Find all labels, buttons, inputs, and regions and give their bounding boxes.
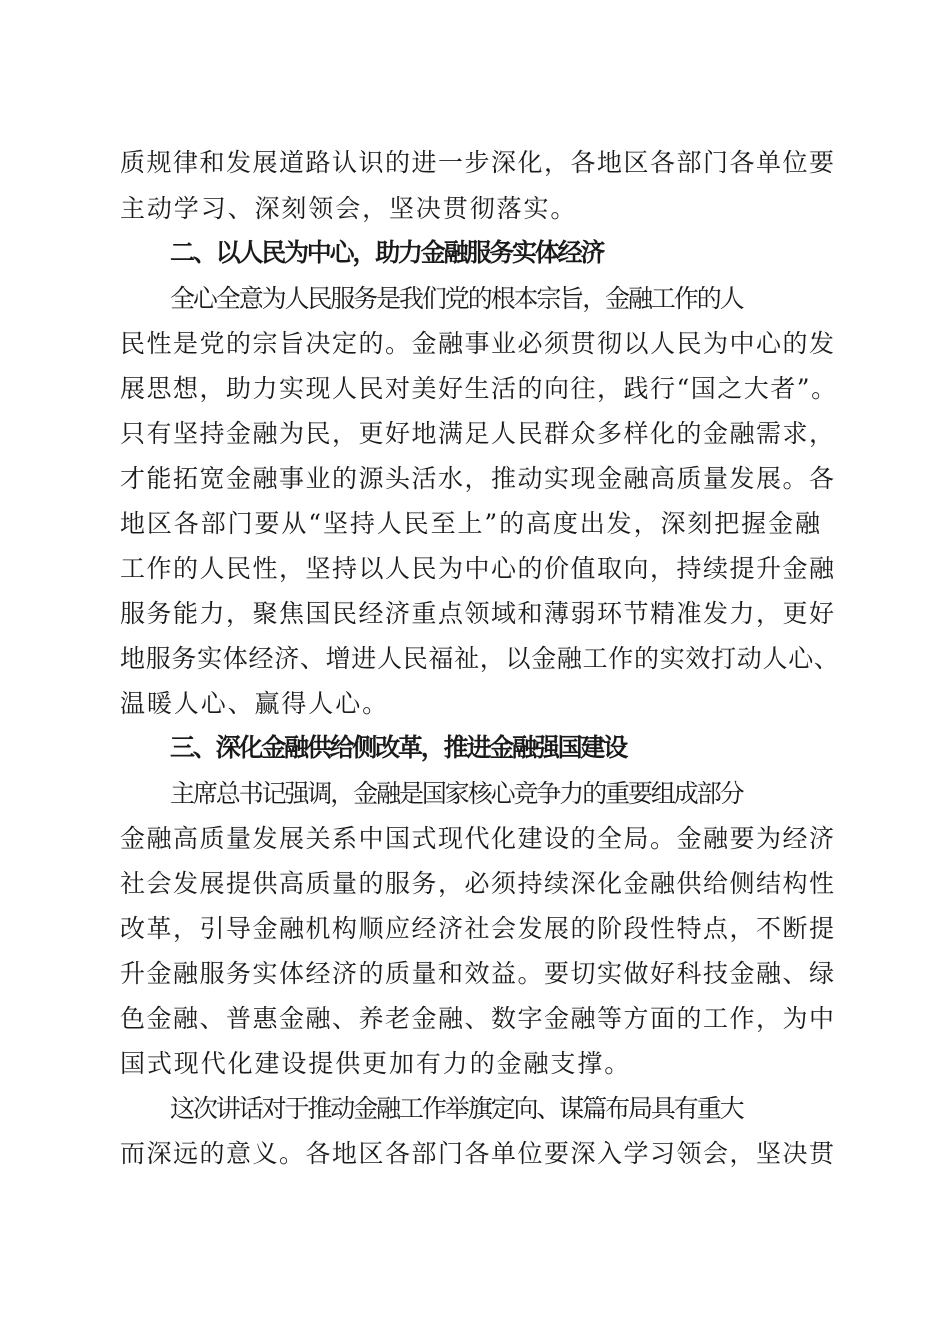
body-text-line: 只有坚持金融为民，更好地满足人民群众多样化的金融需求，: [120, 419, 836, 448]
body-text-line: 地区各部门要从“坚持人民至上”的高度出发，深刻把握金融: [120, 509, 822, 538]
body-text-line: 温暖人心、赢得人心。: [120, 689, 390, 718]
body-text-line: 民性是党的宗旨决定的。金融事业必须贯彻以人民为中心的发: [120, 329, 836, 358]
section-heading-2: 二、以人民为中心，助力金融服务实体经济: [170, 238, 604, 267]
body-text-line: 这次讲话对于推动金融工作举旗定向、谋篇布局具有重大: [170, 1094, 743, 1123]
body-text-line: 地服务实体经济、增进人民福祉，以金融工作的实效打动人心、: [120, 644, 840, 673]
body-text-line: 质规律和发展道路认识的进一步深化，各地区各部门各单位要: [120, 148, 836, 177]
body-text-line: 社会发展提供高质量的服务，必须持续深化金融供给侧结构性: [120, 869, 836, 898]
body-text-line: 主动学习、深刻领会，坚决贯彻落实。: [120, 194, 578, 223]
body-text-line: 主席总书记强调，金融是国家核心竞争力的重要组成部分: [170, 779, 743, 808]
body-text-line: 而深远的意义。各地区各部门各单位要深入学习领会，坚决贯: [120, 1139, 836, 1168]
body-text-line: 服务能力，聚焦国民经济重点领域和薄弱环节精准发力，更好: [120, 599, 836, 628]
body-text-line: 色金融、普惠金融、养老金融、数字金融等方面的工作，为中: [120, 1004, 836, 1033]
body-text-line: 全心全意为人民服务是我们党的根本宗旨，金融工作的人: [170, 284, 743, 313]
body-text-line: 才能拓宽金融事业的源头活水，推动实现金融高质量发展。各: [120, 464, 836, 493]
body-text-line: 改革，引导金融机构顺应经济社会发展的阶段性特点，不断提: [120, 914, 836, 943]
body-text-line: 金融高质量发展关系中国式现代化建设的全局。金融要为经济: [120, 824, 836, 853]
body-text-line: 工作的人民性，坚持以人民为中心的价值取向，持续提升金融: [120, 554, 836, 583]
body-text-line: 国式现代化建设提供更加有力的金融支撑。: [120, 1049, 632, 1078]
body-text-line: 展思想，助力实现人民对美好生活的向往，践行“国之大者”。: [120, 374, 838, 403]
body-text-line: 升金融服务实体经济的质量和效益。要切实做好科技金融、绿: [120, 959, 836, 988]
section-heading-3: 三、深化金融供给侧改革，推进金融强国建设: [170, 733, 627, 762]
